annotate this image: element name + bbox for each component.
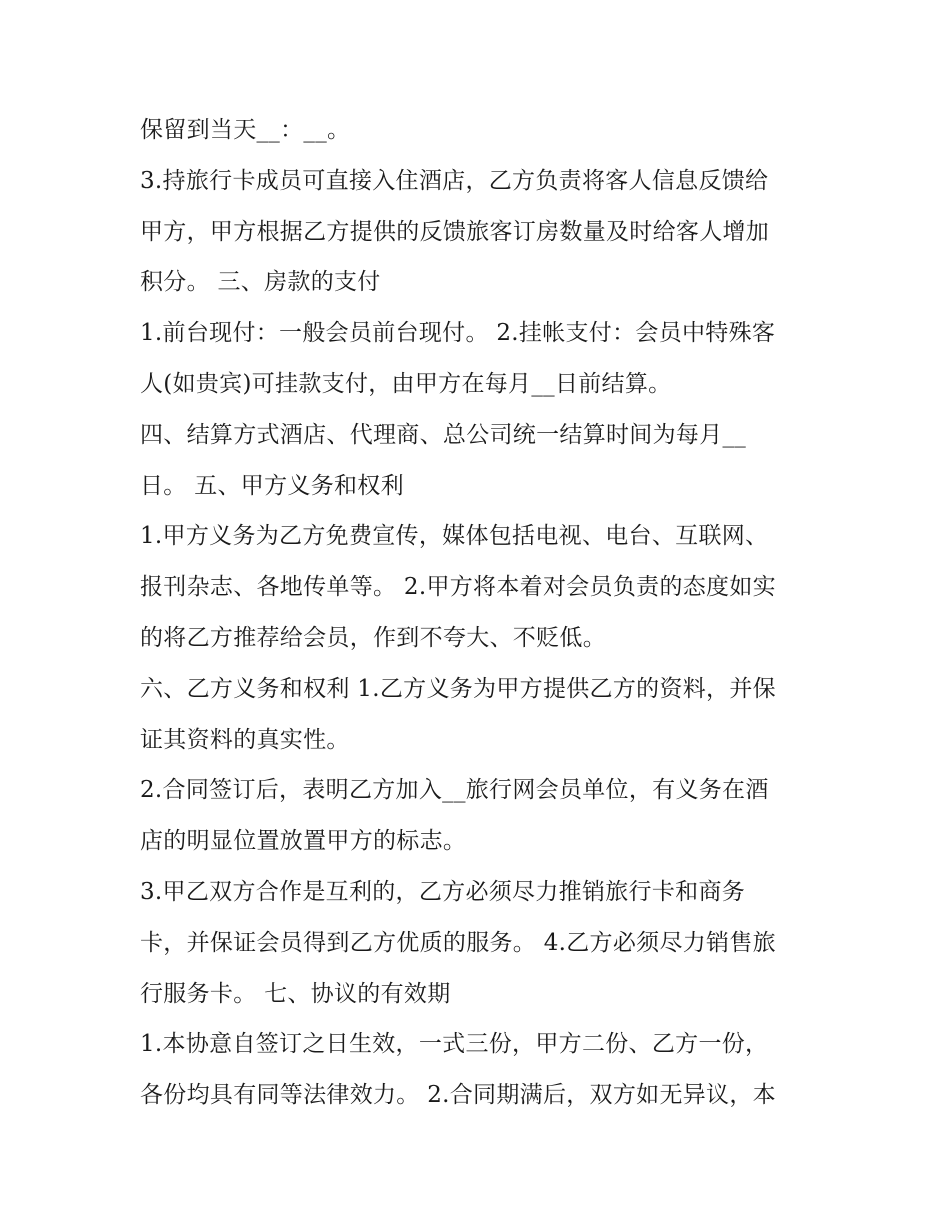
- text-line: 积分。 三、房款的支付: [140, 269, 381, 296]
- text-line: 3.甲乙双方合作是互利的，乙方必须尽力推销旅行卡和商务: [140, 878, 746, 905]
- text-line: 1.甲方义务为乙方免费宣传，媒体包括电视、电台、互联网、: [140, 523, 769, 550]
- text-line: 卡，并保证会员得到乙方优质的服务。 4.乙方必须尽力销售旅: [140, 929, 776, 956]
- text-line: 2.合同签订后，表明乙方加入__旅行网会员单位，有义务在酒: [140, 777, 769, 804]
- text-line: 甲方，甲方根据乙方提供的反馈旅客订房数量及时给客人增加: [140, 218, 770, 245]
- text-line: 报刊杂志、各地传单等。 2.甲方将本着对会员负责的态度如实: [140, 574, 776, 601]
- text-line: 证其资料的真实性。: [140, 726, 350, 753]
- text-line: 人(如贵宾)可挂款支付，由甲方在每月__日前结算。: [140, 370, 672, 397]
- text-line: 3.持旅行卡成员可直接入住酒店，乙方负责将客人信息反馈给: [140, 167, 769, 194]
- text-line: 行服务卡。 七、协议的有效期: [140, 980, 451, 1007]
- text-line: 1.前台现付：一般会员前台现付。 2.挂帐支付：会员中特殊客: [140, 320, 776, 347]
- text-line: 六、乙方义务和权利 1.乙方义务为甲方提供乙方的资料，并保: [140, 675, 776, 702]
- text-line: 保留到当天__：__。: [140, 117, 351, 143]
- text-line: 日。 五、甲方义务和权利: [140, 472, 404, 499]
- text-line: 的将乙方推荐给会员，作到不夸大、不贬低。: [140, 624, 606, 651]
- text-line: 各份均具有同等法律效力。 2.合同期满后，双方如无异议，本: [140, 1082, 776, 1109]
- text-line: 1.本协意自签订之日生效，一式三份，甲方二份、乙方一份，: [140, 1031, 769, 1058]
- document-page: [140, 105, 820, 1121]
- text-line: 四、结算方式酒店、代理商、总公司统一结算时间为每月__: [140, 421, 747, 448]
- text-line: 店的明显位置放置甲方的标志。: [140, 828, 467, 855]
